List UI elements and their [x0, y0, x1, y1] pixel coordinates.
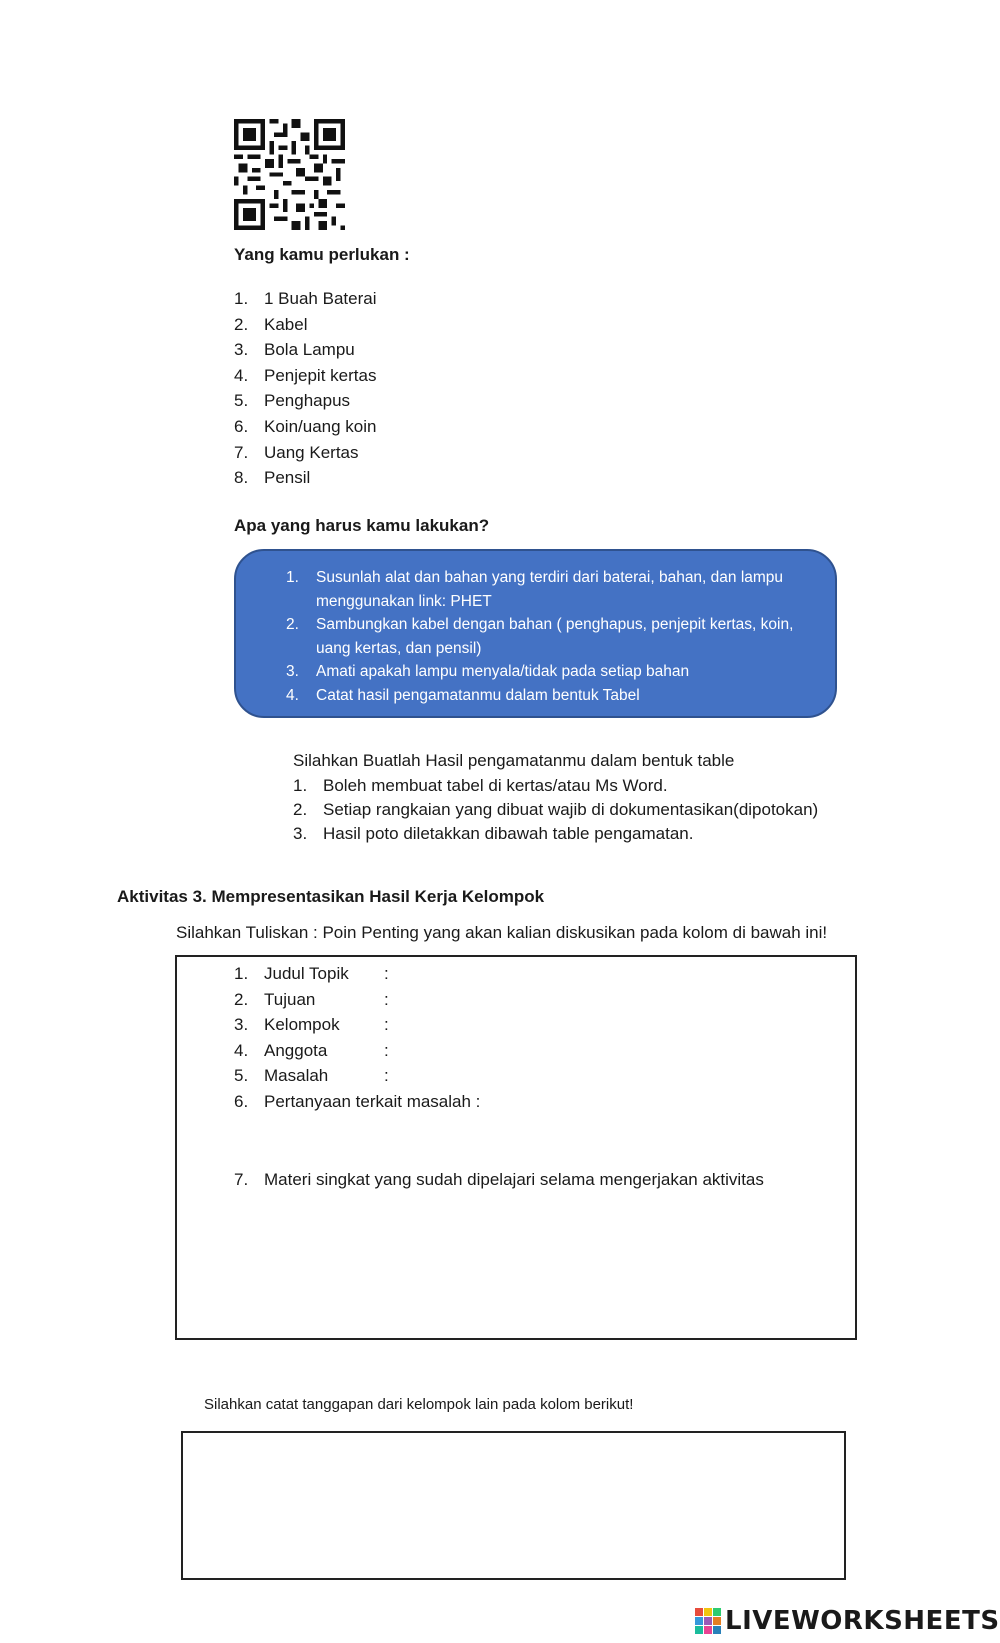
list-item: 1. Judul Topik : [234, 964, 389, 983]
list-item: 3. Bola Lampu [234, 340, 355, 360]
logo-text: LIVEWORKSHEETS [725, 1606, 1000, 1636]
needs-list [234, 286, 376, 491]
list-item: 4. Anggota : [234, 1040, 389, 1060]
activity-title: Aktivitas 3. Mempresentasikan Hasil Kerja Kelompok [117, 887, 545, 906]
list-item: 6. Koin/uang koin [234, 416, 377, 436]
liveworksheets-logo [695, 1606, 1000, 1636]
logo-mark-icon [695, 1608, 721, 1634]
response-note: Silahkan catat tanggapan dari kelompok lain pada kolom berikut! [204, 1396, 634, 1413]
todo-title: Apa yang harus kamu lakukan? [234, 516, 490, 535]
observation-list [293, 774, 818, 846]
list-item: 2. Tujuan : [234, 989, 389, 1009]
list-item: 5. Masalah : [234, 1066, 389, 1086]
observation-intro: Silahkan Buatlah Hasil pengamatanmu dalam bentuk table [293, 751, 735, 770]
response-box[interactable] [181, 1431, 846, 1580]
list-item: 8. Pensil [234, 468, 311, 488]
list-item: 3. Amati apakah lampu menyala/tidak pada setiap bahan [286, 663, 690, 680]
list-item: 1. Susunlah alat dan bahan yang terdiri dari baterai, bahan, dan lampu menggunakan link: PHET [286, 569, 784, 610]
needs-title: Yang kamu perlukan : [234, 245, 410, 264]
discussion-points-list [234, 961, 764, 1192]
list-item: 2. Kabel [234, 314, 308, 334]
instructions-box [234, 549, 837, 718]
activity-intro: Silahkan Tuliskan : Poin Penting yang akan kalian diskusikan pada kolom di bawah ini! [176, 923, 828, 942]
list-item: 3. Hasil poto diletakkan dibawah table pengamatan. [293, 824, 694, 843]
list-item: 5. Penghapus [234, 391, 351, 411]
qr-code-image [234, 119, 345, 230]
list-item: 2. Setiap rangkaian yang dibuat wajib di dokumentasikan(dipotokan) [293, 800, 819, 819]
list-item: 7. Materi singkat yang sudah dipelajari selama mengerjakan aktivitas [234, 1169, 764, 1189]
list-item: 3. Kelompok : [234, 1015, 389, 1035]
list-item: 6. Pertanyaan terkait masalah : [234, 1091, 481, 1111]
list-item: 7. Uang Kertas [234, 442, 359, 462]
list-item: 2. Sambungkan kabel dengan bahan ( penghapus, penjepit kertas, koin, uang kertas, dan pensil) [286, 616, 794, 657]
instructions-list [286, 566, 816, 707]
list-item: 4. Catat hasil pengamatanmu dalam bentuk Tabel [286, 686, 640, 704]
list-item: 1. Boleh membuat tabel di kertas/atau Ms Word. [293, 776, 668, 795]
list-item: 1. 1 Buah Baterai [234, 289, 377, 308]
list-item: 4. Penjepit kertas [234, 365, 377, 385]
